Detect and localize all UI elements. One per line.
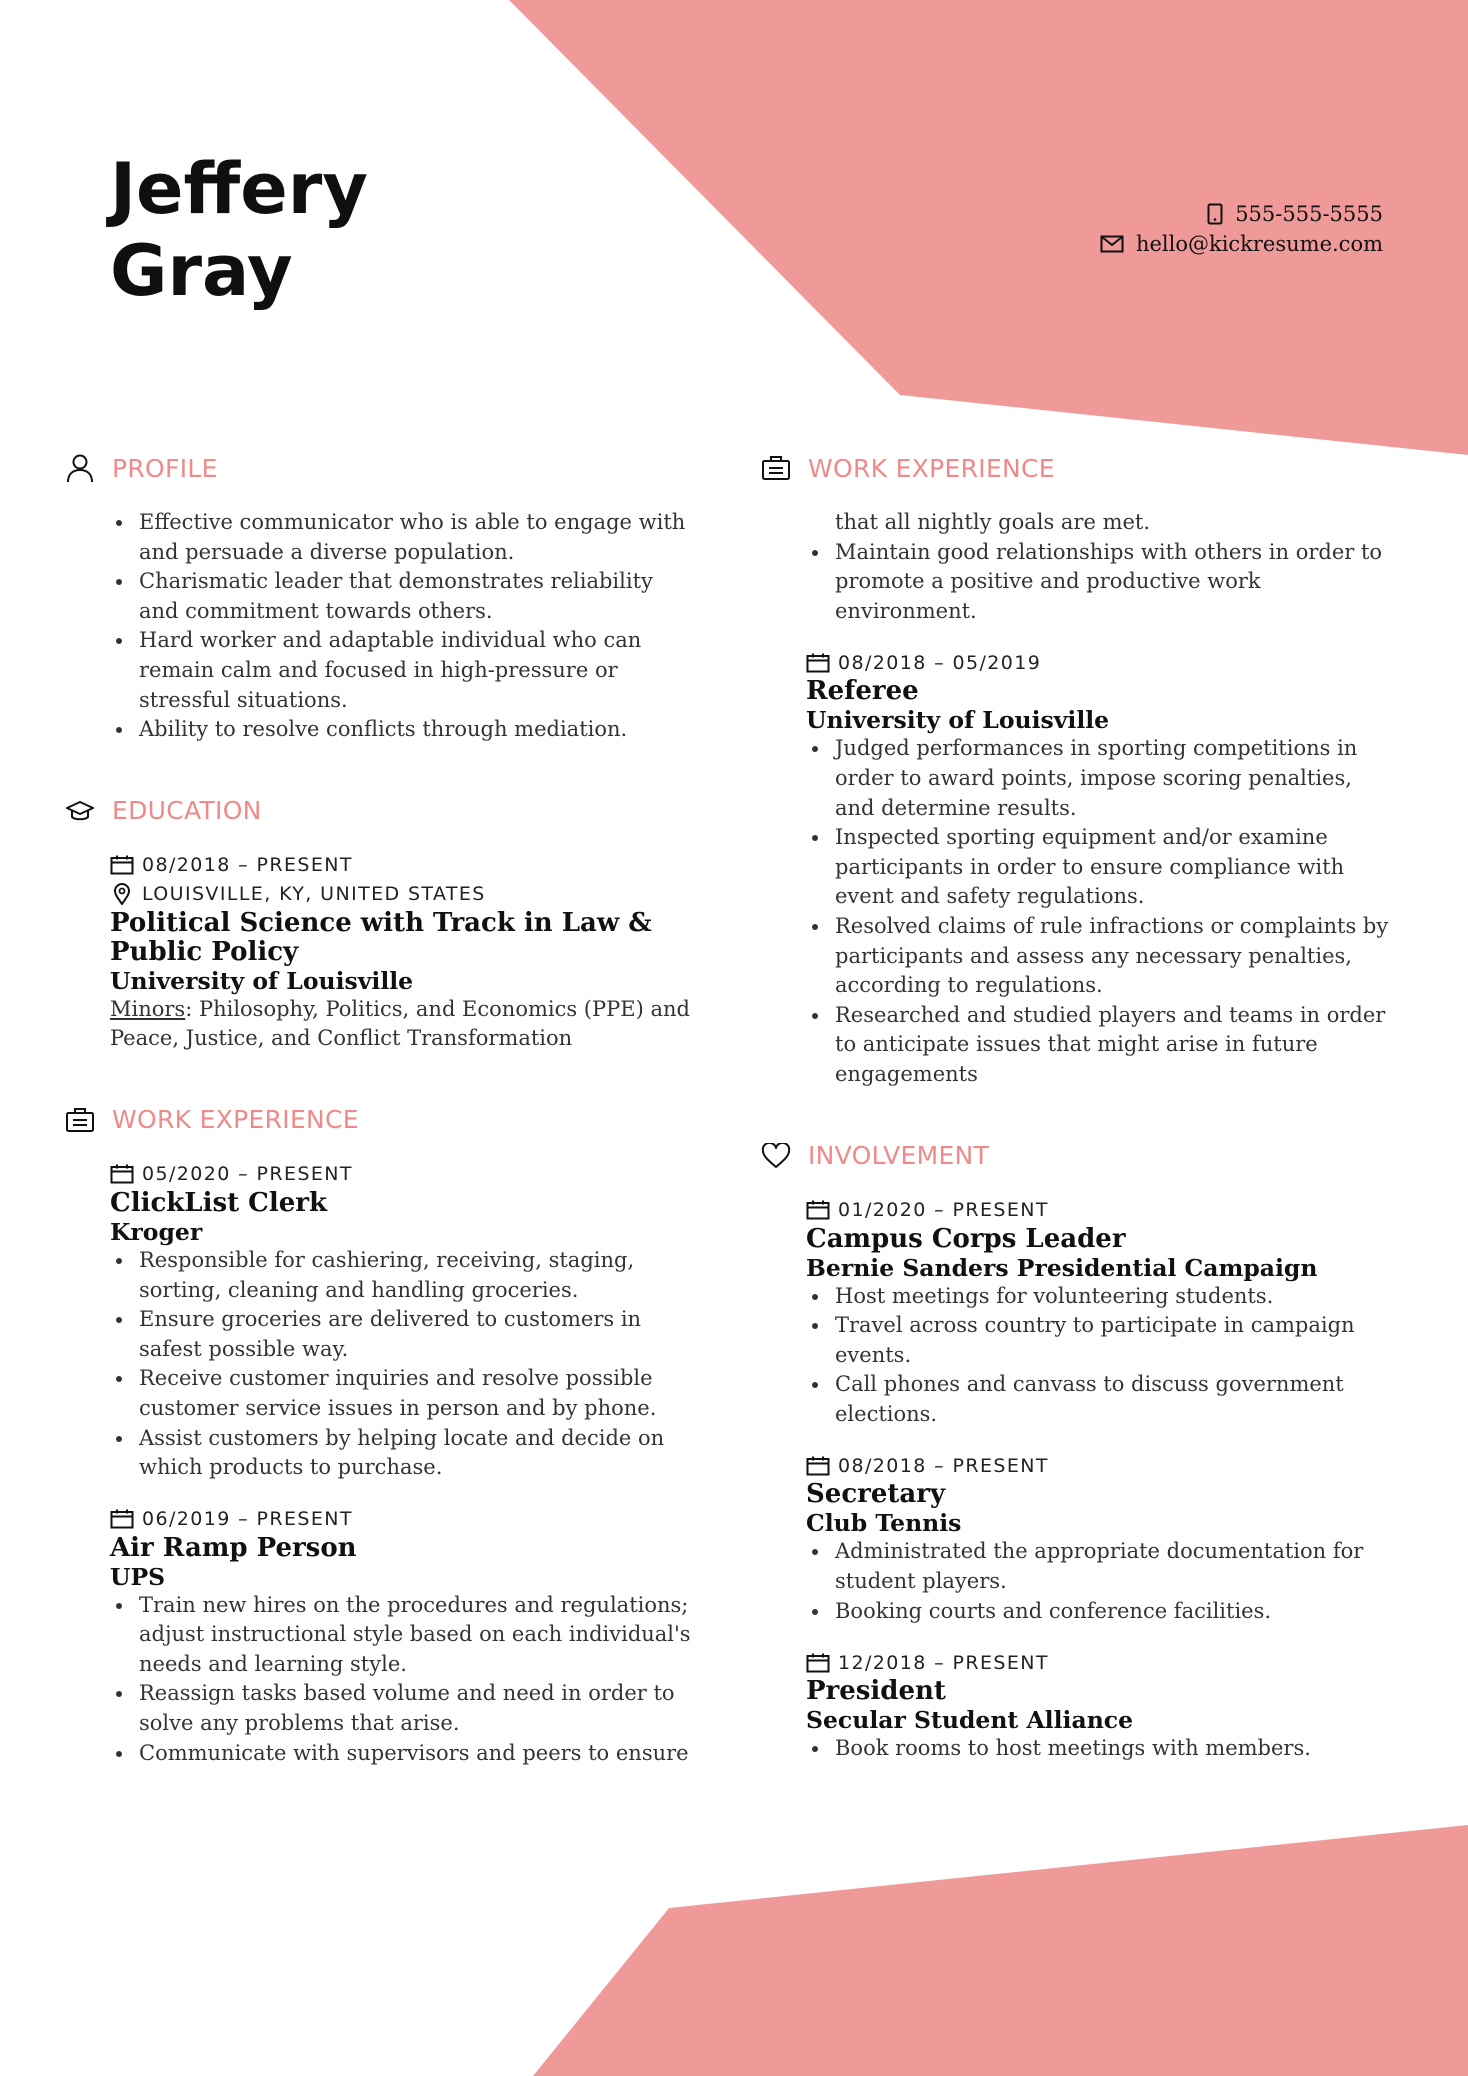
list-item: Ensure groceries are delivered to customers in safest possible way. <box>110 1305 692 1364</box>
calendar-icon <box>806 653 830 673</box>
education-title: EDUCATION <box>112 796 262 826</box>
involvement-entry <box>806 1451 1398 1626</box>
list-item: Hard worker and adaptable individual who can remain calm and focused in high-pressure or stressful situations. <box>110 626 692 715</box>
job-entry <box>110 1160 692 1483</box>
degree-title: Political Science with Track in Law & Public Policy <box>110 907 652 967</box>
list-item: that all nightly goals are met. <box>835 510 1151 534</box>
involvement-org: Club Tennis <box>806 1509 962 1538</box>
list-item: Book rooms to host meetings with members. <box>806 1734 1398 1764</box>
list-item: Charismatic leader that demonstrates reliability and commitment towards others. <box>110 567 692 626</box>
map-pin-icon <box>110 883 134 905</box>
involvement-date <box>806 1648 1398 1677</box>
work-header <box>758 450 1398 486</box>
involvement-role: Campus Corps Leader <box>806 1223 1126 1254</box>
list-item: Host meetings for volunteering students. <box>806 1282 1398 1312</box>
involvement-body <box>806 1196 1398 1764</box>
minors-value: : Philosophy, Politics, and Economics (PPE) and Peace, Justice, and Conflict Transformation <box>110 996 690 1051</box>
mail-icon <box>1100 235 1124 253</box>
involvement-org: Bernie Sanders Presidential Campaign <box>806 1253 1318 1282</box>
list-item: Administrated the appropriate documentation for student players. <box>806 1537 1398 1596</box>
education-date <box>110 851 692 880</box>
calendar-icon <box>110 855 134 875</box>
job-role: ClickList Clerk <box>110 1187 327 1218</box>
right-column <box>758 450 1398 1764</box>
bottom-shape-polygon <box>533 1825 1468 2076</box>
list-item: Maintain good relationships with others in order to promote a positive and productive work environment. <box>806 538 1398 627</box>
list-item: Booking courts and conference facilities. <box>806 1597 1398 1627</box>
job-date <box>110 1505 692 1534</box>
list-item: Researched and studied players and teams in order to anticipate issues that might arise in future engagements <box>806 1001 1398 1090</box>
date-text: 05/2020 – PRESENT <box>142 1163 353 1186</box>
involvement-title: INVOLVEMENT <box>808 1141 990 1170</box>
job-org: University of Louisville <box>806 706 1110 735</box>
minors-label: Minors <box>110 996 186 1021</box>
involvement-duties <box>806 1537 1398 1626</box>
date-text: 08/2018 – 05/2019 <box>838 651 1042 674</box>
work-title: WORK EXPERIENCE <box>808 453 1055 483</box>
graduation-cap-icon <box>62 793 98 829</box>
left-column <box>62 450 692 1768</box>
work-section-continued <box>758 450 1398 1090</box>
involvement-role: President <box>806 1676 946 1707</box>
list-item: Resolved claims of rule infractions or complaints by participants and assess any necessary penalties, according to regulations. <box>806 912 1398 1001</box>
education-location <box>110 880 692 909</box>
calendar-icon <box>806 1200 830 1220</box>
job-entry <box>806 648 1398 1089</box>
job-duties <box>110 1246 692 1483</box>
involvement-duties <box>806 1282 1398 1430</box>
email-line <box>1100 229 1383 259</box>
involvement-entry <box>806 1196 1398 1430</box>
list-item: Travel across country to participate in campaign events. <box>806 1311 1398 1370</box>
email-address[interactable]: hello@kickresume.com <box>1135 232 1383 256</box>
involvement-date <box>806 1196 1398 1225</box>
job-role: Referee <box>806 676 919 707</box>
job-duties <box>110 1591 692 1769</box>
phone-line <box>1100 199 1383 229</box>
last-name: Gray <box>110 230 293 312</box>
involvement-date <box>806 1451 1398 1480</box>
list-item: Call phones and canvass to discuss government elections. <box>806 1370 1398 1429</box>
work-body <box>110 1160 692 1768</box>
calendar-icon <box>806 1653 830 1673</box>
date-text: 08/2018 – PRESENT <box>142 854 353 877</box>
involvement-section <box>758 1138 1398 1764</box>
job-duties <box>806 734 1398 1089</box>
date-text: 08/2018 – PRESENT <box>838 1454 1049 1477</box>
list-item: Receive customer inquiries and resolve possible customer service issues in person and by phone. <box>110 1364 692 1423</box>
involvement-duties <box>806 1734 1398 1764</box>
list-item: Train new hires on the procedures and regulations; adjust instructional style based on each individual's needs and learning style. <box>110 1591 692 1680</box>
list-item: Assist customers by helping locate and decide on which products to purchase. <box>110 1424 692 1483</box>
contact-info <box>1100 199 1383 259</box>
briefcase-icon <box>62 1102 98 1138</box>
involvement-role: Secretary <box>806 1479 946 1510</box>
education-header <box>62 793 692 829</box>
work-section <box>62 1102 692 1768</box>
calendar-icon <box>110 1509 134 1529</box>
briefcase-icon <box>758 450 794 486</box>
location-text: LOUISVILLE, KY, UNITED STATES <box>142 883 486 906</box>
list-item: Ability to resolve conflicts through mediation. <box>110 715 692 745</box>
first-name: Jeffery <box>110 148 368 230</box>
list-item: Responsible for cashiering, receiving, staging, sorting, cleaning and handling groceries. <box>110 1246 692 1305</box>
work-body-continued <box>806 508 1398 1090</box>
date-text: 01/2020 – PRESENT <box>838 1199 1049 1221</box>
job-date <box>806 648 1398 677</box>
minors-text <box>110 995 692 1054</box>
education-body <box>110 851 692 1054</box>
involvement-header <box>758 1138 1398 1174</box>
job-org: Kroger <box>110 1217 203 1246</box>
calendar-icon <box>806 1456 830 1476</box>
work-title: WORK EXPERIENCE <box>112 1105 359 1135</box>
calendar-icon <box>110 1164 134 1184</box>
profile-title: PROFILE <box>112 453 218 483</box>
involvement-entry <box>806 1648 1398 1764</box>
list-item: Reassign tasks based volume and need in order to solve any problems that arise. <box>110 1679 692 1738</box>
job-entry <box>110 1505 692 1769</box>
job-duties-continued <box>806 508 1398 626</box>
person-icon <box>62 450 98 486</box>
profile-section <box>62 450 692 745</box>
phone-icon <box>1207 203 1223 225</box>
work-header <box>62 1102 692 1138</box>
list-item: Effective communicator who is able to engage with and persuade a diverse population. <box>110 508 692 567</box>
phone-number[interactable]: 555-555-5555 <box>1235 202 1383 226</box>
profile-body <box>110 508 692 745</box>
heart-icon <box>758 1138 794 1174</box>
list-item: Inspected sporting equipment and/or examine participants in order to ensure compliance with event and safety regulations. <box>806 823 1398 912</box>
profile-header <box>62 450 692 486</box>
full-name <box>110 148 368 312</box>
job-org: UPS <box>110 1562 166 1591</box>
involvement-org: Secular Student Alliance <box>806 1706 1134 1735</box>
list-item: Judged performances in sporting competitions in order to award points, impose scoring penalties, and determine results. <box>806 734 1398 823</box>
list-item: Communicate with supervisors and peers to ensure <box>110 1739 692 1769</box>
profile-list <box>110 508 692 745</box>
education-section <box>62 793 692 1054</box>
date-text: 06/2019 – PRESENT <box>142 1508 353 1531</box>
date-text: 12/2018 – PRESENT <box>838 1651 1049 1674</box>
job-date <box>110 1160 692 1189</box>
job-role: Air Ramp Person <box>110 1532 357 1563</box>
school-name: University of Louisville <box>110 966 414 995</box>
